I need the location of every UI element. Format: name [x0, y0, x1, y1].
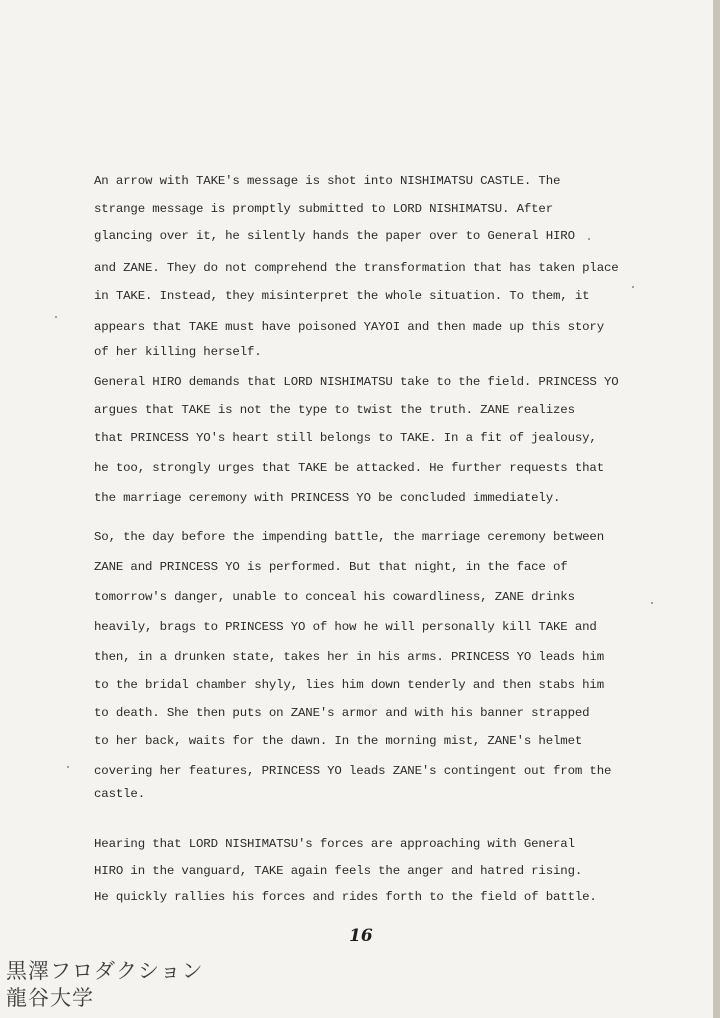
text-line: covering her features, PRINCESS YO leads ZANE's contingent out from the — [94, 764, 612, 778]
paper-speck — [588, 238, 590, 240]
text-line: tomorrow's danger, unable to conceal his cowardliness, ZANE drinks — [94, 590, 575, 604]
text-line: and ZANE. They do not comprehend the transformation that has taken place — [94, 261, 619, 275]
text-line: ZANE and PRINCESS YO is performed. But that night, in the face of — [94, 560, 568, 574]
text-line: An arrow with TAKE's message is shot into NISHIMATSU CASTLE. The — [94, 174, 561, 188]
text-line: argues that TAKE is not the type to twist the truth. ZANE realizes — [94, 403, 575, 417]
text-line: in TAKE. Instead, they misinterpret the whole situation. To them, it — [94, 289, 590, 303]
text-line: glancing over it, he silently hands the paper over to General HIRO — [94, 229, 575, 243]
text-line: that PRINCESS YO's heart still belongs to TAKE. In a fit of jealousy, — [94, 431, 597, 445]
text-line: to the bridal chamber shyly, lies him down tenderly and then stabs him — [94, 678, 604, 692]
text-line: Hearing that LORD NISHIMATSU's forces are approaching with General — [94, 837, 575, 851]
text-line: he too, strongly urges that TAKE be attacked. He further requests that — [94, 461, 604, 475]
page-number: 16 — [349, 926, 373, 946]
paper-speck — [632, 286, 634, 288]
paper-speck — [651, 602, 653, 604]
watermark-line-1: 黒澤フロダクション — [6, 959, 204, 983]
text-line: to her back, waits for the dawn. In the morning mist, ZANE's helmet — [94, 734, 583, 748]
watermark — [6, 958, 204, 1012]
text-line: General HIRO demands that LORD NISHIMATSU take to the field. PRINCESS YO — [94, 375, 619, 389]
text-line: to death. She then puts on ZANE's armor and with his banner strapped — [94, 706, 590, 720]
text-line: So, the day before the impending battle, the marriage ceremony between — [94, 530, 604, 544]
text-line: heavily, brags to PRINCESS YO of how he will personally kill TAKE and — [94, 620, 597, 634]
scan-edge — [714, 0, 720, 1018]
text-line: He quickly rallies his forces and rides forth to the field of battle. — [94, 890, 597, 904]
text-line: castle. — [94, 787, 145, 801]
text-line: the marriage ceremony with PRINCESS YO be concluded immediately. — [94, 491, 561, 505]
paper-speck — [55, 316, 57, 318]
text-line: then, in a drunken state, takes her in his arms. PRINCESS YO leads him — [94, 650, 604, 664]
text-line: appears that TAKE must have poisoned YAYOI and then made up this story — [94, 320, 604, 334]
text-line: of her killing herself. — [94, 345, 262, 359]
watermark-line-2: 龍谷大学 — [6, 986, 94, 1010]
text-line: strange message is promptly submitted to LORD NISHIMATSU. After — [94, 202, 553, 216]
text-line: HIRO in the vanguard, TAKE again feels the anger and hatred rising. — [94, 864, 583, 878]
paper-speck — [67, 766, 69, 768]
